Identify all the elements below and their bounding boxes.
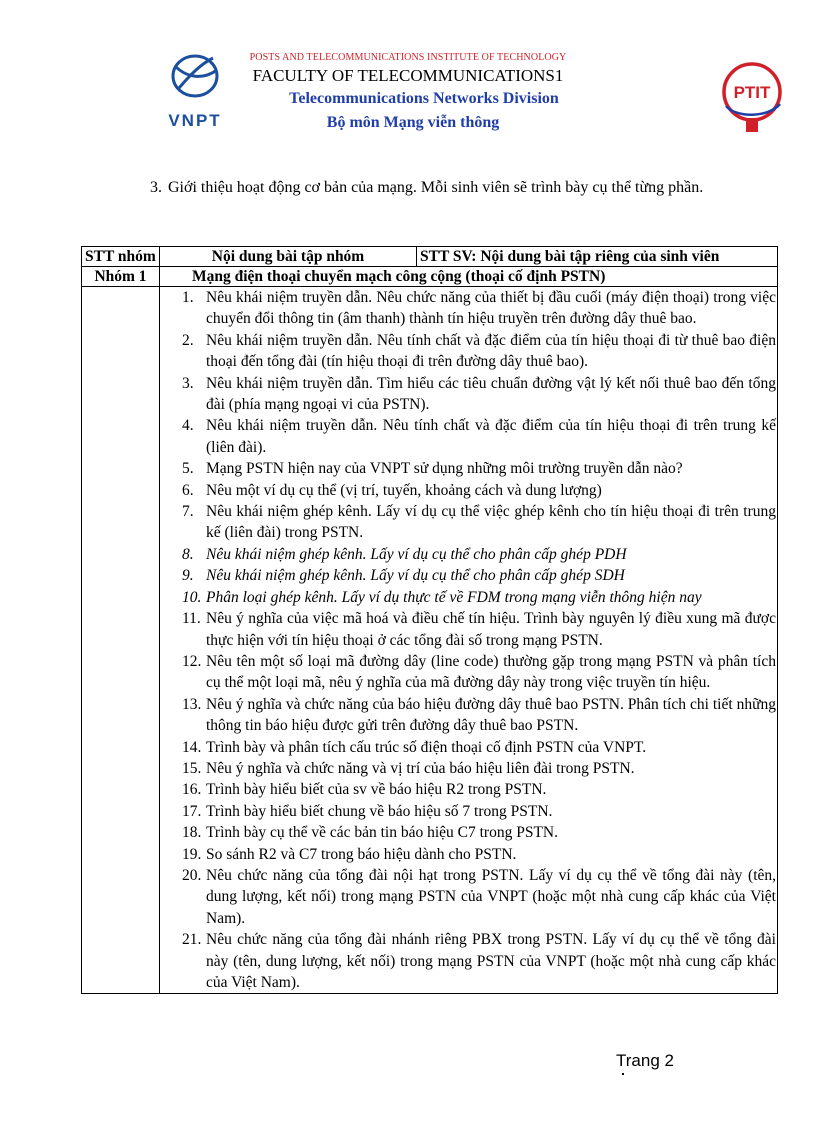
list-item-number: 2. <box>182 331 194 349</box>
institute-name: POSTS AND TELECOMMUNICATIONS INSTITUTE OF TECHNOLOGY <box>249 52 567 63</box>
list-item-text: Nêu khái niệm truyền dẫn. Tìm hiểu các tiêu chuẩn đường vật lý kết nối thuê bao đến tổng đài (phía mạng ngoại vi của PSTN). <box>206 374 776 414</box>
division-name: Telecommunications Networks Division <box>289 90 559 107</box>
items-cell <box>160 287 778 994</box>
list-item <box>184 287 776 330</box>
list-item-number: 6. <box>182 481 194 499</box>
list-item-number: 3. <box>182 374 194 392</box>
list-item <box>184 480 776 501</box>
intro-text: Giới thiệu hoạt động cơ bản của mạng. Mỗi sinh viên sẽ trình bày cụ thể từng phần. <box>168 179 704 196</box>
group-title: Mạng điện thoại chuyển mạch công cộng (thoại cố định PSTN) <box>160 267 778 287</box>
list-item-text: Nêu một ví dụ cụ thể (vị trí, tuyến, khoảng cách và dung lượng) <box>206 481 602 499</box>
list-item <box>184 801 776 822</box>
list-item-text: Trình bày hiểu biết của sv về báo hiệu R2 trong PSTN. <box>206 781 547 799</box>
empty-cell <box>82 287 160 994</box>
list-item-text: Nêu khái niệm truyền dẫn. Nêu chức năng của thiết bị đầu cuối (máy điện thoại) trong việc chuyển đổi thông tin (âm thanh) thành tín hiệu truyền trên đường dây thuê bao. <box>206 289 776 328</box>
list-item-text: Nêu khái niệm truyền dẫn. Nêu tính chất và đặc điểm của tín hiệu thoại đi trên trung kế (liên đài). <box>206 417 776 456</box>
list-item-text: Nêu khái niệm truyền dẫn. Nêu tính chất và đặc điểm của tín hiệu thoại đi từ thuê bao điện thoại đến tổng đài (tín hiệu thoại đi trên đường dây thuê bao). <box>206 331 776 371</box>
list-item-number: 13. <box>182 695 202 713</box>
list-item <box>184 373 776 416</box>
list-item-number: 21. <box>182 931 202 949</box>
list-item-text: Mạng PSTN hiện nay của VNPT sử dụng những môi trường truyền dẫn nào? <box>206 460 683 478</box>
list-item <box>184 330 776 373</box>
faculty-name: FACULTY OF TELECOMMUNICATIONS1 <box>252 66 564 85</box>
list-item-number: 4. <box>182 417 194 435</box>
header-group-number: STT nhóm <box>82 247 160 267</box>
assignment-list <box>180 287 776 993</box>
list-item-number: 10. <box>182 588 202 606</box>
list-item-number: 1. <box>182 289 194 306</box>
items-row <box>82 287 778 994</box>
intro-paragraph <box>134 177 784 199</box>
list-item <box>184 565 776 586</box>
list-item-number: 18. <box>182 824 202 842</box>
list-item-text: Trình bày hiểu biết chung về báo hiệu số 7 trong PSTN. <box>206 802 553 820</box>
header-student-content: STT SV: Nội dung bài tập riêng của sinh viên <box>417 247 778 267</box>
group-label: Nhóm 1 <box>82 267 160 287</box>
list-item <box>184 415 776 458</box>
page-mark <box>622 1073 624 1075</box>
header-group-content: Nội dung bài tập nhóm <box>160 247 417 267</box>
list-item-text: Nêu ý nghĩa và chức năng của báo hiệu đường dây thuê bao PSTN. Phân tích chi tiết những thông tin báo hiệu được gửi trên đường dây thuê bao PSTN. <box>206 695 776 735</box>
list-item-text: Phân loại ghép kênh. Lấy ví dụ thực tế về FDM trong mạng viễn thông hiện nay <box>206 588 702 606</box>
list-item <box>184 458 776 479</box>
list-item-text: Nêu khái niệm ghép kênh. Lấy ví dụ cụ thể việc ghép kênh cho tín hiệu thoại đi trên trung kế (liên đài) trong PSTN. <box>206 503 776 542</box>
list-item-number: 8. <box>182 545 194 563</box>
list-item-number: 12. <box>182 652 202 670</box>
list-item <box>184 651 776 694</box>
list-item-number: 11. <box>182 610 201 628</box>
list-item-text: So sánh R2 và C7 trong báo hiệu dành cho PSTN. <box>206 845 517 863</box>
page-number: Trang 2 <box>616 1051 674 1070</box>
list-item-number: 17. <box>182 802 202 820</box>
list-item-number: 20. <box>182 866 202 884</box>
table-header-row <box>82 247 778 267</box>
list-item-text: Nêu chức năng của tổng đài nội hạt trong PSTN. Lấy ví dụ cụ thể về tổng đài này (tên, dung lượng, kết nối) trong mạng PSTN của VNPT (hoặc một nhà cung cấp khác của Việt Nam). <box>206 866 776 927</box>
list-item <box>184 758 776 779</box>
list-item <box>184 737 776 758</box>
list-item-number: 15. <box>182 759 202 777</box>
list-item <box>184 822 776 843</box>
list-item <box>184 608 776 651</box>
list-item-number: 19. <box>182 845 202 863</box>
list-item-text: Nêu ý nghĩa và chức năng và vị trí của báo hiệu liên đài trong PSTN. <box>206 759 635 777</box>
list-item-number: 14. <box>182 738 202 756</box>
list-item-text: Trình bày và phân tích cấu trúc số điện thoại cố định PSTN của VNPT. <box>206 738 647 756</box>
list-item <box>184 844 776 865</box>
list-item <box>184 929 776 993</box>
list-item <box>184 694 776 737</box>
list-item-text: Nêu khái niệm ghép kênh. Lấy ví dụ cụ thể cho phân cấp ghép SDH <box>206 567 625 585</box>
assignment-table <box>81 246 778 994</box>
list-item-text: Nêu ý nghĩa của việc mã hoá và điều chế tín hiệu. Trình bày nguyên lý điều xung mã được thực hiện với tín hiệu thoại ở các tổng đài số trong mạng PSTN. <box>206 610 776 649</box>
list-item-number: 7. <box>182 503 194 521</box>
list-item <box>184 865 776 929</box>
group-row <box>82 267 778 287</box>
list-item-number: 16. <box>182 781 202 799</box>
ptit-logo-text: PTIT <box>733 83 771 102</box>
list-item <box>184 501 776 544</box>
list-item-text: Nêu khái niệm ghép kênh. Lấy ví dụ cụ thể cho phân cấp ghép PDH <box>206 545 627 563</box>
list-item-number: 5. <box>182 460 194 478</box>
list-item <box>184 779 776 800</box>
ptit-logo <box>716 52 790 134</box>
department-name: Bộ môn Mạng viễn thông <box>326 114 500 131</box>
list-item <box>184 544 776 565</box>
list-item <box>184 587 776 608</box>
list-item-text: Nêu tên một số loại mã đường dây (line code) thường gặp trong mạng PSTN và phân tích cụ thể một loại mã, nêu ý nghĩa của mã đường dây này trong việc truyền tín hiệu. <box>206 652 776 692</box>
list-item-number: 9. <box>182 567 194 585</box>
intro-number: 3. <box>150 179 162 196</box>
vnpt-logo-text: VNPT <box>168 111 222 130</box>
list-item-text: Nêu chức năng của tổng đài nhánh riêng PBX trong PSTN. Lấy ví dụ cụ thể về tổng đài này (tên, dung lượng, kết nối) trong mạng PSTN của VNPT (hoặc một nhà cung cấp khác của Việt Nam). <box>206 931 776 991</box>
list-item-text: Trình bày cụ thể về các bản tin báo hiệu C7 trong PSTN. <box>206 824 558 842</box>
